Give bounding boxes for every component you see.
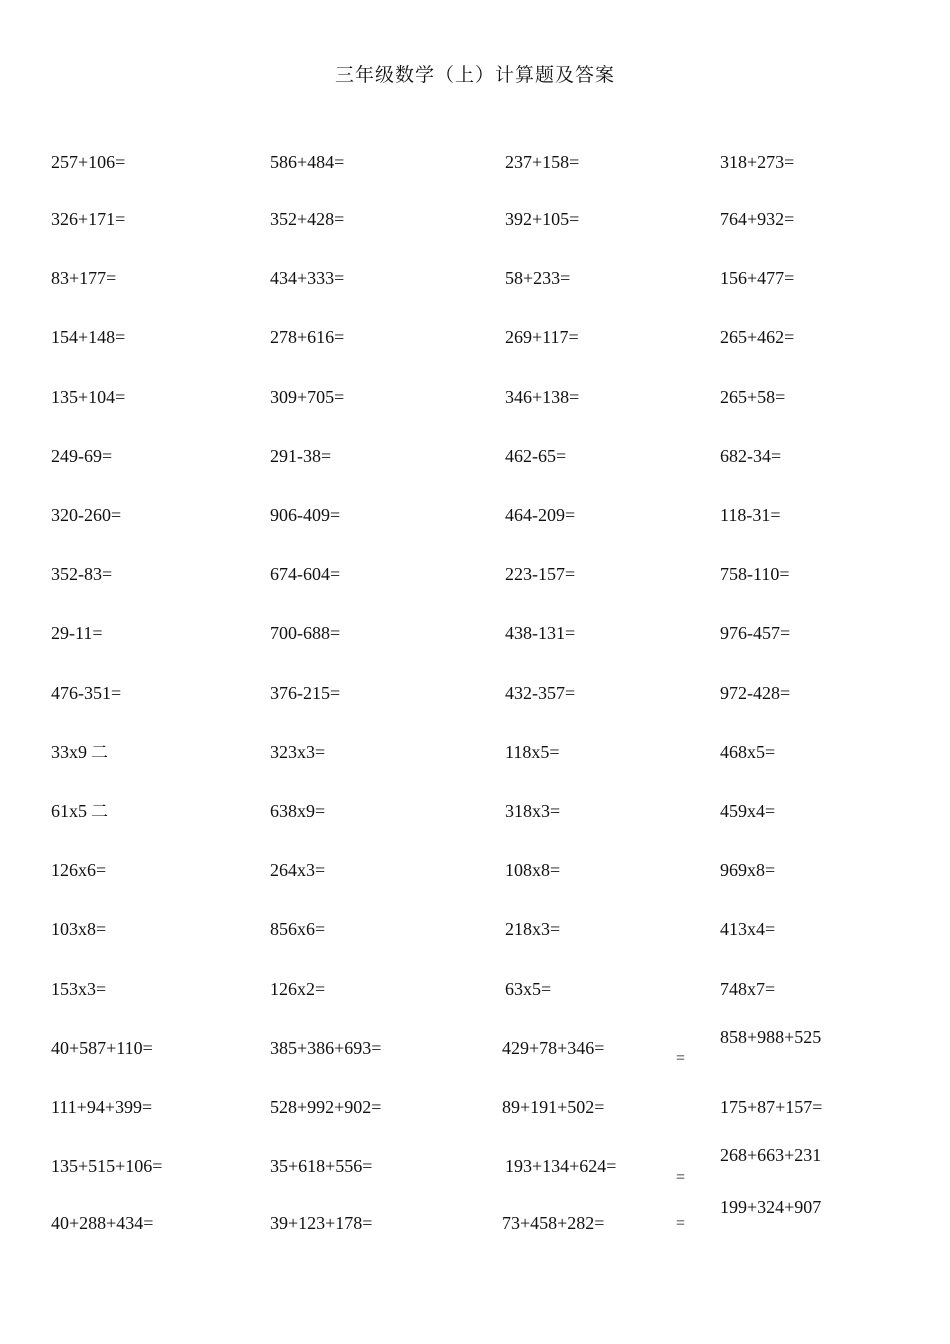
problem-13-4 (720, 859, 775, 881)
problem-7-3 (505, 504, 575, 526)
problem-17-2 (270, 1096, 381, 1118)
problem-text: 35+618+556= (270, 1156, 373, 1176)
problem-text: 237+158= (505, 152, 580, 172)
problem-text: 674-604= (270, 564, 341, 584)
problem-text: 434+333= (270, 268, 345, 288)
problem-13-3 (505, 859, 560, 881)
problem-2-4 (720, 208, 794, 230)
problem-9-4 (720, 622, 790, 644)
problem-9-2 (270, 622, 340, 644)
problem-5-4 (720, 386, 785, 408)
problem-text: 969x8= (720, 860, 776, 880)
problem-1-3 (505, 151, 579, 173)
problem-text: 432-357= (505, 683, 576, 703)
problem-8-4 (720, 563, 789, 585)
problem-17-4 (720, 1096, 822, 1118)
problem-14-2 (270, 918, 325, 940)
problem-8-2 (270, 563, 340, 585)
problem-8-3 (505, 563, 575, 585)
problem-text: 858+988+525 (720, 1027, 822, 1047)
problem-text: 392+105= (505, 209, 580, 229)
problem-text: 58+233= (505, 268, 571, 288)
problem-9-3 (505, 622, 575, 644)
problem-text: 63x5= (505, 979, 552, 999)
problem-text: 385+386+693= (270, 1038, 382, 1058)
problem-3-1 (51, 267, 116, 289)
problem-text: 291-38= (270, 446, 332, 466)
problem-text: 429+78+346= (502, 1038, 605, 1058)
problem-15-1 (51, 978, 106, 1000)
problem-text: 103x8= (51, 919, 107, 939)
problem-text: 89+191+502= (502, 1097, 605, 1117)
problem-text: 193+134+624= (505, 1156, 617, 1176)
problem-text: 326+171= (51, 209, 126, 229)
problem-text: 199+324+907 (720, 1197, 822, 1217)
problem-17-3 (502, 1096, 604, 1118)
problem-text: 438-131= (505, 623, 576, 643)
problem-text: 586+484= (270, 152, 345, 172)
problem-text: 748x7= (720, 979, 776, 999)
problem-15-3 (505, 978, 551, 1000)
problem-text: 464-209= (505, 505, 576, 525)
problem-1-1 (51, 151, 125, 173)
problem-text: 257+106= (51, 152, 126, 172)
problem-suffix: 二 (91, 802, 108, 822)
problem-12-4 (720, 800, 775, 822)
problem-2-2 (270, 208, 344, 230)
problem-11-3 (505, 741, 559, 763)
problem-text: 61x5 (51, 801, 87, 821)
problem-2-3 (505, 208, 579, 230)
problem-text: 320-260= (51, 505, 122, 525)
problem-text: 40+288+434= (51, 1213, 154, 1233)
problem-8-1 (51, 563, 112, 585)
problem-text: 269+117= (505, 327, 579, 347)
problem-text: 33x9 (51, 742, 87, 762)
problem-text: 906-409= (270, 505, 341, 525)
problem-text: 976-457= (720, 623, 791, 643)
problem-18-4 (720, 1144, 821, 1166)
problem-text: 764+932= (720, 209, 795, 229)
problem-text: 118-31= (720, 505, 781, 525)
problem-text: 73+458+282= (502, 1213, 605, 1233)
problem-6-2 (270, 445, 331, 467)
problem-6-3 (505, 445, 566, 467)
problem-4-1 (51, 326, 125, 348)
problem-7-4 (720, 504, 780, 526)
problem-4-3 (505, 326, 579, 348)
problem-text: 154+148= (51, 327, 126, 347)
problem-text: 156+477= (720, 268, 795, 288)
problem-16-1 (51, 1037, 153, 1059)
problem-6-4 (720, 445, 781, 467)
problem-text: 249-69= (51, 446, 113, 466)
problem-14-4 (720, 918, 775, 940)
problem-1-4 (720, 151, 794, 173)
problem-text: 352+428= (270, 209, 345, 229)
problem-text: 638x9= (270, 801, 326, 821)
problem-text: 856x6= (270, 919, 326, 939)
problem-text: 40+587+110= (51, 1038, 153, 1058)
problem-10-4 (720, 682, 790, 704)
problem-text: 323x3= (270, 742, 326, 762)
problem-text: 135+104= (51, 387, 126, 407)
problem-12-3 (505, 800, 560, 822)
problem-19-3 (502, 1212, 604, 1234)
problem-text: 126x6= (51, 860, 107, 880)
problem-text: 175+87+157= (720, 1097, 823, 1117)
problem-18-2 (270, 1155, 372, 1177)
problem-text: 278+616= (270, 327, 345, 347)
problem-14-3 (505, 918, 560, 940)
problem-text: 468x5= (720, 742, 776, 762)
problem-15-4 (720, 978, 775, 1000)
problem-text: 972-428= (720, 683, 791, 703)
equals-sign: = (676, 1050, 686, 1067)
problem-18-1 (51, 1155, 162, 1177)
problem-text: 83+177= (51, 268, 117, 288)
problem-text: 264x3= (270, 860, 326, 880)
problem-12-2 (270, 800, 325, 822)
problem-17-1 (51, 1096, 152, 1118)
problem-text: 118x5= (505, 742, 560, 762)
problem-13-2 (270, 859, 325, 881)
problem-16-3 (502, 1037, 604, 1059)
problem-18-3 (505, 1155, 616, 1177)
problem-text: 318x3= (505, 801, 561, 821)
problem-text: 309+705= (270, 387, 345, 407)
problem-suffix: 二 (91, 743, 108, 763)
problem-text: 459x4= (720, 801, 776, 821)
problem-16-2 (270, 1037, 381, 1059)
problem-12-1 (51, 800, 108, 823)
problem-text: 223-157= (505, 564, 576, 584)
problem-3-3 (505, 267, 570, 289)
problem-5-3 (505, 386, 579, 408)
problem-text: 218x3= (505, 919, 561, 939)
problem-text: 758-110= (720, 564, 790, 584)
problem-13-1 (51, 859, 106, 881)
problem-text: 135+515+106= (51, 1156, 163, 1176)
problem-text: 29-11= (51, 623, 103, 643)
problem-2-1 (51, 208, 125, 230)
problem-text: 265+58= (720, 387, 786, 407)
problem-4-4 (720, 326, 794, 348)
problem-19-1 (51, 1212, 153, 1234)
problem-text: 268+663+231 (720, 1145, 822, 1165)
problem-10-2 (270, 682, 340, 704)
problem-text: 39+123+178= (270, 1213, 373, 1233)
problem-text: 462-65= (505, 446, 567, 466)
problem-text: 318+273= (720, 152, 795, 172)
problem-10-1 (51, 682, 121, 704)
problem-text: 682-34= (720, 446, 782, 466)
problem-16-4 (720, 1026, 821, 1048)
problem-text: 376-215= (270, 683, 341, 703)
problem-14-1 (51, 918, 106, 940)
problem-text: 265+462= (720, 327, 795, 347)
problem-1-2 (270, 151, 344, 173)
problem-text: 153x3= (51, 979, 107, 999)
problem-19-2 (270, 1212, 372, 1234)
problem-11-4 (720, 741, 775, 763)
problem-7-1 (51, 504, 121, 526)
problem-text: 700-688= (270, 623, 341, 643)
problem-3-4 (720, 267, 794, 289)
problem-text: 476-351= (51, 683, 122, 703)
problem-text: 352-83= (51, 564, 113, 584)
problem-5-1 (51, 386, 125, 408)
problem-text: 111+94+399= (51, 1097, 153, 1117)
problem-text: 413x4= (720, 919, 776, 939)
problem-6-1 (51, 445, 112, 467)
problem-4-2 (270, 326, 344, 348)
problem-11-1 (51, 741, 108, 764)
problem-text: 108x8= (505, 860, 561, 880)
problem-text: 528+992+902= (270, 1097, 382, 1117)
problem-10-3 (505, 682, 575, 704)
problem-5-2 (270, 386, 344, 408)
problem-text: 346+138= (505, 387, 580, 407)
page-title: 三年级数学（上）计算题及答案 (334, 64, 615, 86)
problem-3-2 (270, 267, 344, 289)
equals-sign: = (676, 1215, 686, 1232)
problem-9-1 (51, 622, 102, 644)
equals-sign: = (676, 1169, 686, 1186)
problem-19-4 (720, 1196, 821, 1218)
problem-text: 126x2= (270, 979, 326, 999)
problem-15-2 (270, 978, 325, 1000)
problem-11-2 (270, 741, 325, 763)
problem-7-2 (270, 504, 340, 526)
